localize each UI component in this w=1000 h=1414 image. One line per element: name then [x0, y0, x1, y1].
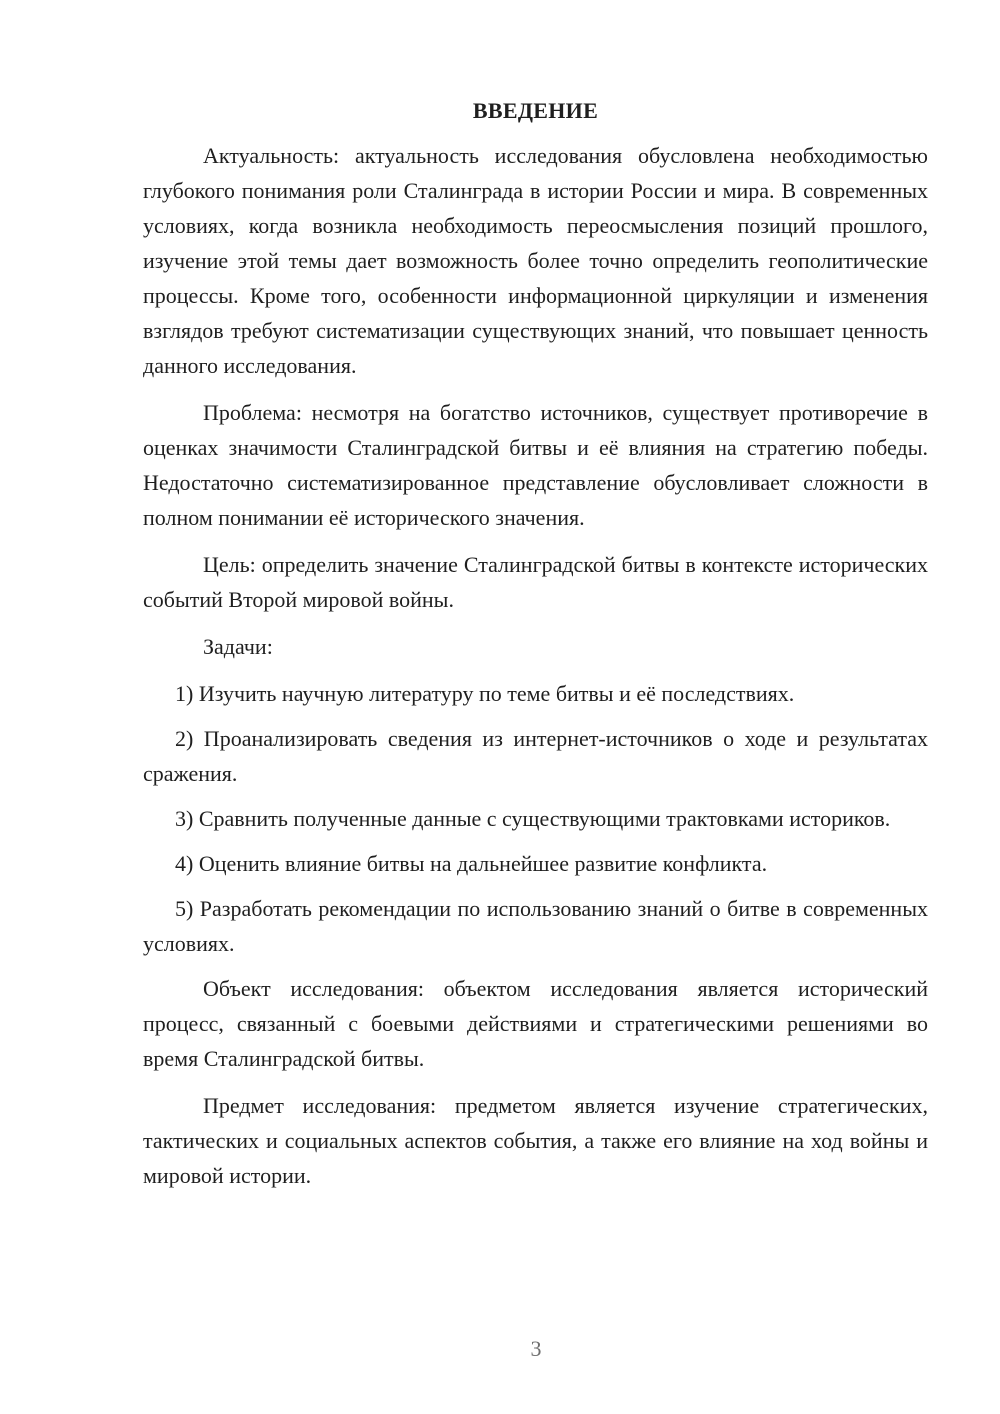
paragraph-problem: Проблема: несмотря на богатство источников, существует противоречие в оценках значимости Сталинградской битвы и её влияния на стратегию победы. Недостаточно систематизированное представление обусловливает сложности в полном понимании её исторического значения.: [143, 400, 928, 530]
paragraph-relevance: Актуальность: актуальность исследования обусловлена необходимостью глубокого понимания роли Сталинграда в истории России и мира. В современных условиях, когда возникла необходимость переосмысления позиций прошлого, изучение этой темы дает возможность более точно определить геополитические процессы. Кроме того, особенности информационной циркуляции и изменения взглядов требуют систематизации существующих знаний, что повышает ценность данного исследования.: [143, 143, 928, 378]
section-title: ВВЕДЕНИЕ: [472, 98, 599, 123]
tasks-heading: Задачи:: [203, 634, 273, 659]
page-number: 3: [530, 1336, 542, 1361]
paragraph-goal: Цель: определить значение Сталинградской битвы в контексте исторических событий Второй мировой войны.: [143, 552, 928, 612]
task-item-5: 5) Разработать рекомендации по использованию знаний о битве в современных условиях.: [143, 896, 928, 956]
paragraph-object: Объект исследования: объектом исследования является исторический процесс, связанный с боевыми действиями и стратегическими решениями во время Сталинградской битвы.: [143, 976, 928, 1071]
task-item-2: 2) Проанализировать сведения из интернет-источников о ходе и результатах сражения.: [143, 726, 928, 786]
page-content: [143, 96, 928, 1205]
task-item-3: 3) Сравнить полученные данные с существующими трактовками историков.: [175, 806, 891, 831]
task-item-4: 4) Оценить влияние битвы на дальнейшее развитие конфликта.: [175, 851, 768, 876]
paragraph-subject: Предмет исследования: предметом является изучение стратегических, тактических и социальных аспектов события, а также его влияние на ход войны и мировой истории.: [143, 1093, 928, 1188]
task-item-1: 1) Изучить научную литературу по теме битвы и её последствиях.: [175, 681, 795, 706]
